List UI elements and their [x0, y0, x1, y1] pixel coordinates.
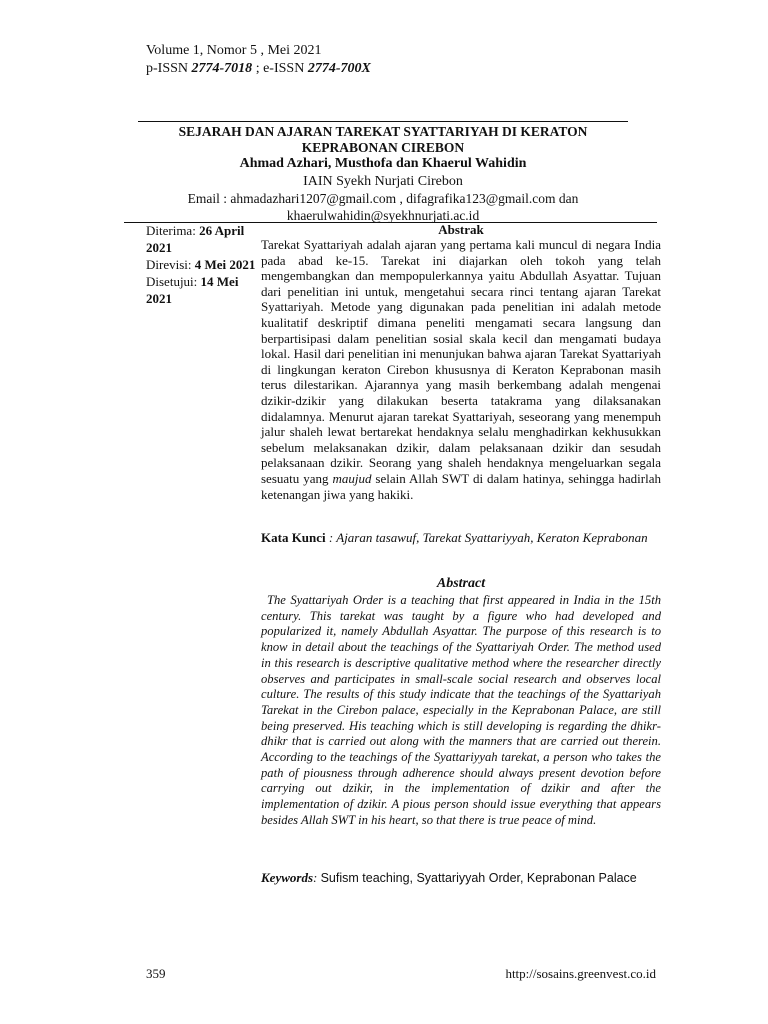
- article-history: [146, 222, 258, 307]
- author-emails: [138, 190, 628, 224]
- kata-kunci: [261, 530, 661, 546]
- keywords-values: Sufism teaching, Syattariyyah Order, Keprabonan Palace: [320, 871, 637, 885]
- email-line-2: khaerulwahidin@syekhnurjati.ac.id: [286, 208, 480, 223]
- kata-kunci-label: Kata Kunci: [261, 530, 326, 545]
- article-title: [138, 124, 628, 156]
- issn-line: [146, 60, 371, 78]
- abstrak-body: Tarekat Syattariyah adalah ajaran yang pertama kali muncul di negara India pada abad ke-15. Tarekat ini diajarkan oleh tokoh yang telah mengembangkan dan mempopulerkannya yaitu Abdullah Asyattar. Tujuan dari penelitian ini untuk, mengetahui secara rinci tentang ajaran Tarekat Syattariyah. Metode yang digunakan pada penelitian ini adalah metode kualitatif deskriptif dimana peneliti mengamati secara langsung dan berpartisipasi dalam penelitian sosial skala kecil dan mengamati budaya lokal. Hasil dari penelitian ini menunjukan bahwa ajaran Tarekat Syattariyah di lingkungan keraton Cirebon khususnya di Keraton Keprabonan masih terus dilestarikan. Ajarannya yang masih berkembang adalah mengenai dzikir-dzikir yang dilakukan beserta tatakrama yang dilaksanakan didalamnya. Menurut ajaran tarekat Syattariyah, seseorang yang menempuh jalur shaleh lewat bertarekat hendaknya selalu menghadirkan kekhusukkan sebelum melaksanakan dzikir, dalam pelaksanaan dzikir dan sesudah pelaksanaan dzikir. Seorang yang shaleh hendaknya mengeluarkan segala sesuatu yang maujud selain Allah SWT di dalam hatinya, sehingga hadirlah ketenangan jiwa yang hakiki.: [261, 237, 661, 502]
- pissn-prefix: p-ISSN: [146, 61, 192, 76]
- journal-volume-line: Volume 1, Nomor 5 , Mei 2021: [146, 43, 322, 58]
- keywords-line: Keywords: Sufism teaching, Syattariyyah Order, Keprabonan Palace: [261, 870, 637, 885]
- eissn-prefix: ; e-ISSN: [252, 61, 308, 76]
- email-line-1: Email : ahmadazhari1207@gmail.com , difagrafika123@gmail.com dan: [187, 191, 579, 206]
- page-number: 359: [146, 966, 166, 981]
- pissn-number: 2774-7018: [191, 61, 253, 76]
- abstract-body: The Syattariyah Order is a teaching that first appeared in India in the 15th century. This tarekat was taught by a figure who had developed and popularized it, namely Abdullah Asyattar. The purpose of this research is to know in detail about the teachings of the Syattariyah Order. The method used in this research is descriptive qualitative method where the researcher directly observes and participates in small-scale social research and observes local culture. The results of this study indicate that the teachings of the Syattariyah Tarekat in the Cirebon palace, especially in the Keprabonan Palace, are still being preserved. His teaching which is still developing is regarding the dhikr-dhikr that is carried out along with the manners that are carried out therein. According to the teachings of the Syattariyyah tarekat, a person who takes the path of piousness through adherence should always present devotion before carrying out dzikir, in the implementation of dzikir and after the implementation of dzikir. A pious person should issue everything that appears besides Allah SWT in his heart, so that there is true peace of mind.: [261, 593, 661, 827]
- author-institution: IAIN Syekh Nurjati Cirebon: [303, 174, 463, 189]
- journal-url[interactable]: http://sosains.greenvest.co.id: [505, 966, 656, 981]
- title-line-1: SEJARAH DAN AJARAN TAREKAT SYATTARIYAH DI KERATON: [178, 124, 588, 139]
- abstract-heading: Abstract: [436, 576, 486, 591]
- approved-date: Disetujui: 14 Mei 2021: [146, 274, 239, 306]
- kata-kunci-values: : Ajaran tasawuf, Tarekat Syattariyyah, Keraton Keprabonan: [325, 530, 648, 545]
- abstrak-heading: Abstrak: [438, 222, 484, 237]
- term-maujud: maujud: [332, 470, 372, 486]
- keywords-label: Keywords: [261, 870, 313, 885]
- article-authors: Ahmad Azhari, Musthofa dan Khaerul Wahidin: [239, 156, 527, 171]
- header-rule: [138, 121, 628, 122]
- revised-date: Direvisi: 4 Mei 2021: [146, 257, 256, 272]
- received-date: Diterima: 26 April 2021: [146, 223, 245, 255]
- eissn-number: 2774-700X: [307, 61, 371, 76]
- title-line-2: KEPRABONAN CIREBON: [301, 140, 465, 155]
